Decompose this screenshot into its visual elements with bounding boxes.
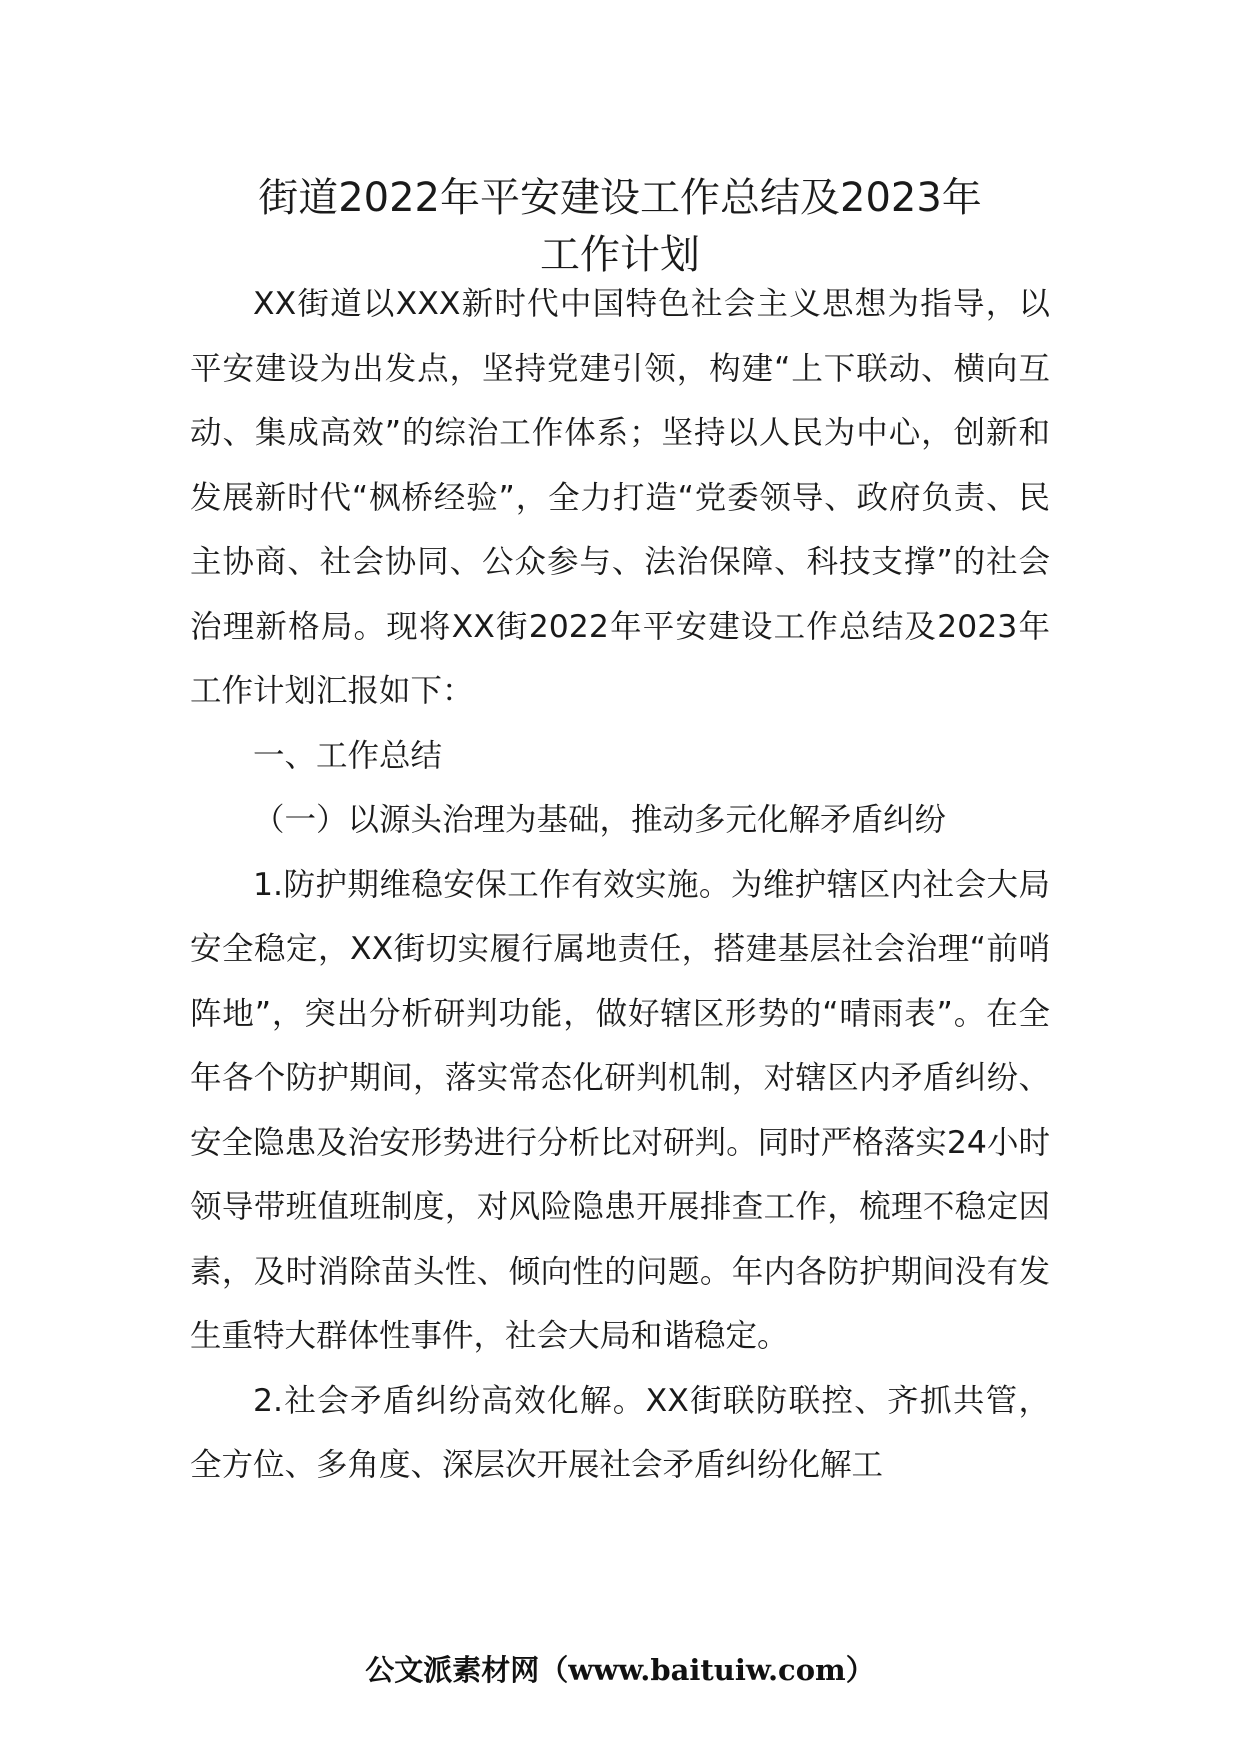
section-heading: 一、工作总结 — [253, 737, 443, 774]
document-title-line1: 街道2022年平安建设工作总结及2023年 — [258, 175, 982, 221]
document-body — [190, 272, 1050, 1498]
subsection-heading: （一）以源头治理为基础，推动多元化解矛盾纠纷 — [253, 802, 947, 838]
footer-watermark: 公文派素材网（www.baituiw.com） — [365, 1653, 875, 1687]
item-paragraph-2: 2.社会矛盾纠纷高效化解。XX街联防联控、齐抓共管，全方位、多角度、深层次开展社会矛盾纠纷化解工 — [190, 1382, 1050, 1483]
intro-paragraph: XX街道以XXX新时代中国特色社会主义思想为指导，以平安建设为出发点，坚持党建引领，构建“上下联动、横向互动、集成高效”的综治工作体系；坚持以人民为中心，创新和发展新时代“枫桥经验”，全力打造“党委领导、政府负责、民主协商、社会协同、公众参与、法治保障、科技支撑”的社会治理新格局。现将XX街2022年平安建设工作总结及2023年工作计划汇报如下： — [190, 286, 1050, 709]
document-title-line2: 工作计划 — [540, 232, 700, 278]
item-paragraph-1: 1.防护期维稳安保工作有效实施。为维护辖区内社会大局安全稳定，XX街切实履行属地责任，搭建基层社会治理“前哨阵地”，突出分析研判功能，做好辖区形势的“晴雨表”。在全年各个防护期间，落实常态化研判机制，对辖区内矛盾纠纷、安全隐患及治安形势进行分析比对研判。同时严格落实24小时领导带班值班制度，对风险隐患开展排查工作，梳理不稳定因素，及时消除苗头性、倾向性的问题。年内各防护期间没有发生重特大群体性事件，社会大局和谐稳定。 — [190, 866, 1050, 1354]
